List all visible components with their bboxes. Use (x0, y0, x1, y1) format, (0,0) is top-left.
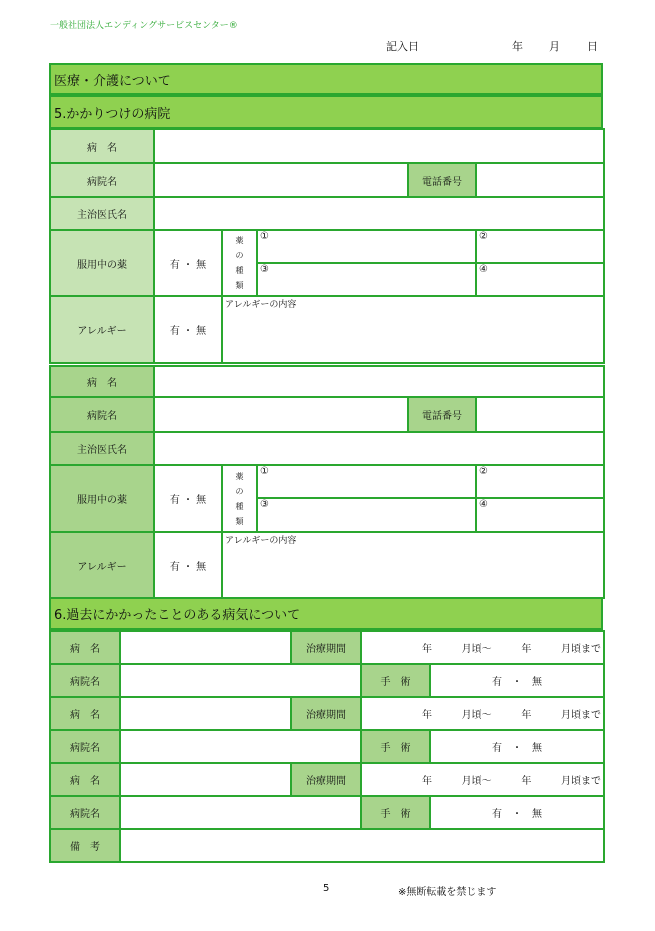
allergy-yes-no[interactable]: 有 ・ 無 (154, 532, 222, 598)
past-hospital-field[interactable] (120, 730, 361, 763)
past-hospital-label: 病院名 (50, 796, 120, 829)
medicine-4-field[interactable] (476, 263, 604, 296)
doctor-label: 主治医氏名 (50, 197, 154, 230)
medicine-2-field[interactable] (476, 465, 604, 498)
medication-label: 服用中の薬 (50, 230, 154, 296)
doctor-field[interactable] (154, 197, 604, 230)
kind-char: 薬 (235, 236, 244, 245)
num-2: ② (479, 466, 488, 477)
treatment-period-field[interactable] (361, 763, 604, 796)
copyright-notice: ※無断転載を禁じます (398, 887, 497, 898)
treatment-period-field[interactable] (361, 697, 604, 730)
disease-field[interactable] (154, 129, 604, 163)
past-disease-label: 病 名 (50, 631, 120, 664)
period-year-until: 年 (521, 710, 532, 721)
phone-field[interactable] (476, 163, 604, 197)
past-illness-table (49, 630, 605, 863)
period-month-from: 月頃～ (461, 776, 492, 787)
period-year-until: 年 (521, 644, 532, 655)
date-label: 記入日 (386, 40, 419, 53)
period-year-until: 年 (521, 776, 532, 787)
kind-char: 類 (235, 516, 244, 526)
section-medical-care-title: 医療・介護について (54, 73, 171, 89)
doctor-field[interactable] (154, 432, 604, 465)
surgery-yes-no[interactable]: 有 ・ 無 (430, 664, 604, 697)
medicine-2-field[interactable] (476, 230, 604, 263)
period-year-from: 年 (422, 776, 432, 787)
medicine-kind-label (222, 230, 257, 296)
treatment-period-label: 治療期間 (291, 697, 361, 730)
section-6-title: 6.過去にかかったことのある病気について (54, 608, 301, 623)
medication-yes-no[interactable]: 有 ・ 無 (154, 465, 222, 532)
period-month-from: 月頃～ (461, 710, 492, 721)
note-label: 備 考 (50, 829, 120, 862)
medicine-1-field[interactable] (257, 230, 476, 263)
allergy-yes-no[interactable]: 有 ・ 無 (154, 296, 222, 363)
surgery-yes-no[interactable]: 有 ・ 無 (430, 730, 604, 763)
surgery-label: 手 術 (361, 796, 430, 829)
treatment-period-label: 治療期間 (291, 763, 361, 796)
period-month-from: 月頃～ (461, 644, 492, 655)
date-day-label: 日 (587, 40, 598, 53)
hospital-field[interactable] (154, 397, 408, 432)
allergy-content-label: アレルギーの内容 (225, 300, 297, 310)
medicine-1-field[interactable] (257, 465, 476, 498)
surgery-label: 手 術 (361, 730, 430, 763)
allergy-content-field[interactable] (222, 532, 604, 598)
organization-name: 一般社団法人エンディングサービスセンター® (50, 21, 238, 31)
allergy-label: アレルギー (50, 532, 154, 598)
phone-field[interactable] (476, 397, 604, 432)
section-5-header (49, 95, 603, 129)
medicine-kind-label (222, 465, 257, 532)
kind-char: 類 (235, 281, 244, 290)
disease-label: 病 名 (50, 366, 154, 397)
num-4: ④ (479, 264, 488, 275)
primary-hospital-table-1 (49, 128, 605, 364)
kind-char: の (235, 486, 244, 496)
hospital-label: 病院名 (50, 397, 154, 432)
period-year-from: 年 (422, 710, 432, 721)
num-3: ③ (260, 499, 269, 510)
medication-label: 服用中の薬 (50, 465, 154, 532)
section-6-header (49, 597, 603, 630)
past-hospital-field[interactable] (120, 796, 361, 829)
date-year-label: 年 (512, 40, 523, 53)
kind-char: 種 (235, 501, 244, 511)
medication-yes-no[interactable]: 有 ・ 無 (154, 230, 222, 296)
page-number: 5 (323, 883, 330, 894)
treatment-period-field[interactable] (361, 631, 604, 664)
past-disease-label: 病 名 (50, 763, 120, 796)
date-month-label: 月 (549, 40, 560, 53)
period-month-until: 月頃まで (560, 644, 601, 655)
num-1: ① (260, 466, 269, 477)
num-3: ③ (260, 264, 269, 275)
period-month-until: 月頃まで (560, 710, 601, 721)
surgery-yes-no[interactable]: 有 ・ 無 (430, 796, 604, 829)
num-1: ① (260, 231, 269, 242)
section-medical-care-header (49, 63, 603, 95)
period-year-from: 年 (422, 644, 432, 655)
num-4: ④ (479, 499, 488, 510)
kind-char: 種 (235, 266, 244, 275)
medicine-4-field[interactable] (476, 498, 604, 532)
medicine-3-field[interactable] (257, 498, 476, 532)
num-2: ② (479, 231, 488, 242)
primary-hospital-table-2 (49, 365, 605, 599)
allergy-content-label: アレルギーの内容 (225, 536, 297, 546)
doctor-label: 主治医氏名 (50, 432, 154, 465)
past-disease-label: 病 名 (50, 697, 120, 730)
treatment-period-label: 治療期間 (291, 631, 361, 664)
note-field[interactable] (120, 829, 604, 862)
phone-label: 電話番号 (408, 163, 476, 197)
disease-label: 病 名 (50, 129, 154, 163)
past-disease-field[interactable] (120, 697, 291, 730)
kind-char: の (235, 251, 244, 260)
phone-label: 電話番号 (408, 397, 476, 432)
section-5-title: 5.かかりつけの病院 (54, 106, 171, 122)
past-hospital-label: 病院名 (50, 730, 120, 763)
medicine-3-field[interactable] (257, 263, 476, 296)
period-month-until: 月頃まで (560, 776, 601, 787)
disease-field[interactable] (154, 366, 604, 397)
surgery-label: 手 術 (361, 664, 430, 697)
hospital-label: 病院名 (50, 163, 154, 197)
past-hospital-label: 病院名 (50, 664, 120, 697)
allergy-label: アレルギー (50, 296, 154, 363)
past-disease-field[interactable] (120, 631, 291, 664)
hospital-field[interactable] (154, 163, 408, 197)
allergy-content-field[interactable] (222, 296, 604, 363)
kind-char: 薬 (235, 471, 244, 481)
past-disease-field[interactable] (120, 763, 291, 796)
past-hospital-field[interactable] (120, 664, 361, 697)
